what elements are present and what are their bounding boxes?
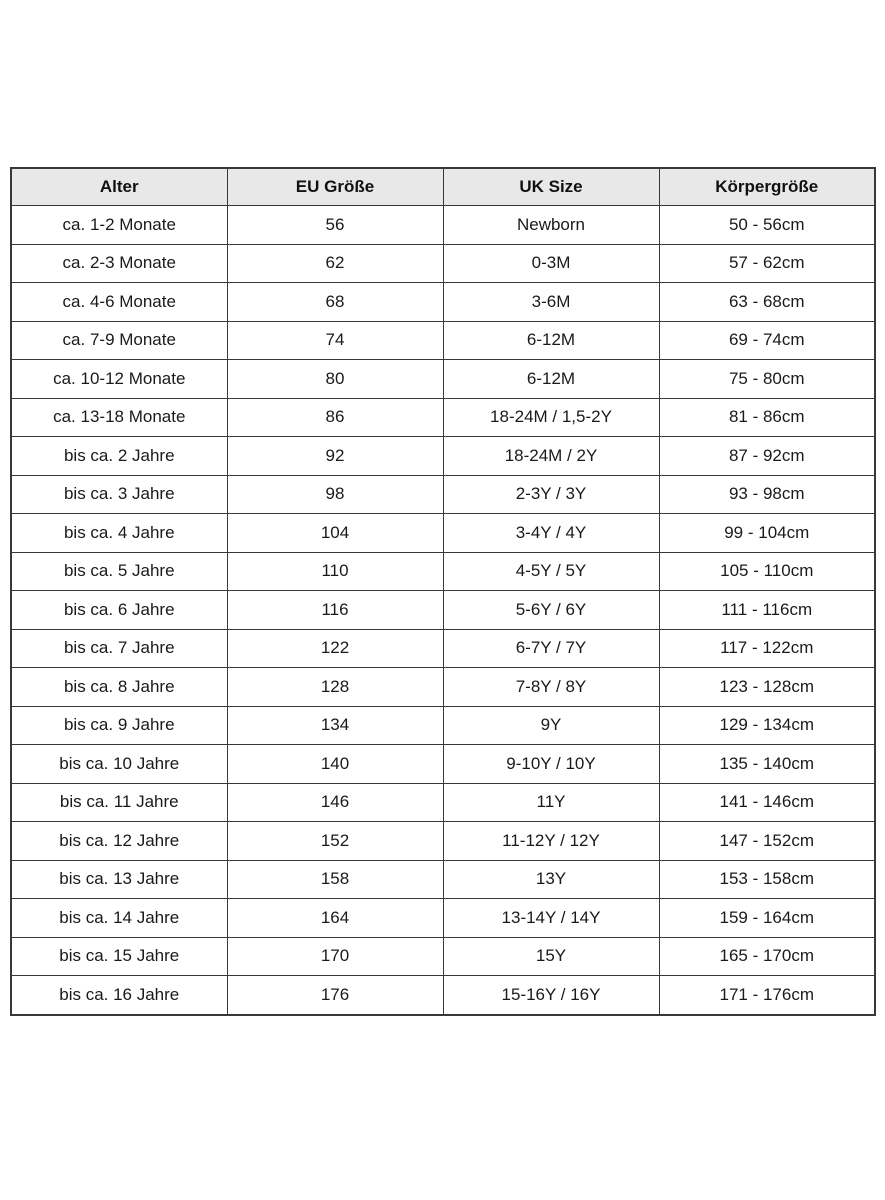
table-row xyxy=(11,244,875,283)
table-cell: 81 - 86cm xyxy=(659,398,875,437)
table-cell: bis ca. 15 Jahre xyxy=(11,937,227,976)
table-cell: 15-16Y / 16Y xyxy=(443,976,659,1015)
table-cell: 98 xyxy=(227,475,443,514)
table-cell: 129 - 134cm xyxy=(659,706,875,745)
table-row xyxy=(11,398,875,437)
table-cell: 86 xyxy=(227,398,443,437)
size-chart-header xyxy=(11,168,875,206)
table-cell: 13-14Y / 14Y xyxy=(443,899,659,938)
table-cell: 62 xyxy=(227,244,443,283)
table-row xyxy=(11,976,875,1015)
table-cell: 56 xyxy=(227,206,443,245)
table-cell: bis ca. 16 Jahre xyxy=(11,976,227,1015)
table-cell: 164 xyxy=(227,899,443,938)
table-row xyxy=(11,860,875,899)
table-cell: ca. 1-2 Monate xyxy=(11,206,227,245)
table-cell: 122 xyxy=(227,629,443,668)
table-cell: 158 xyxy=(227,860,443,899)
header-row xyxy=(11,168,875,206)
table-cell: ca. 4-6 Monate xyxy=(11,283,227,322)
table-cell: 104 xyxy=(227,514,443,553)
table-row xyxy=(11,475,875,514)
table-cell: 128 xyxy=(227,668,443,707)
size-table-body xyxy=(11,206,875,1015)
table-cell: ca. 2-3 Monate xyxy=(11,244,227,283)
table-cell: 141 - 146cm xyxy=(659,783,875,822)
header-cell-alter: Alter xyxy=(11,168,227,206)
table-cell: 99 - 104cm xyxy=(659,514,875,553)
table-cell: 3-4Y / 4Y xyxy=(443,514,659,553)
table-cell: 50 - 56cm xyxy=(659,206,875,245)
table-cell: 4-5Y / 5Y xyxy=(443,552,659,591)
header-cell-eu-groesse: EU Größe xyxy=(227,168,443,206)
table-cell: 0-3M xyxy=(443,244,659,283)
table-cell: 87 - 92cm xyxy=(659,437,875,476)
table-cell: 110 xyxy=(227,552,443,591)
table-cell: 11-12Y / 12Y xyxy=(443,822,659,861)
table-row xyxy=(11,629,875,668)
table-row xyxy=(11,668,875,707)
table-cell: 105 - 110cm xyxy=(659,552,875,591)
table-cell: 9Y xyxy=(443,706,659,745)
table-cell: 2-3Y / 3Y xyxy=(443,475,659,514)
table-cell: 5-6Y / 6Y xyxy=(443,591,659,630)
table-cell: 134 xyxy=(227,706,443,745)
table-cell: ca. 7-9 Monate xyxy=(11,321,227,360)
table-cell: 9-10Y / 10Y xyxy=(443,745,659,784)
table-cell: 135 - 140cm xyxy=(659,745,875,784)
table-row xyxy=(11,437,875,476)
size-chart-table xyxy=(10,167,876,1016)
table-cell: 69 - 74cm xyxy=(659,321,875,360)
table-cell: 153 - 158cm xyxy=(659,860,875,899)
table-cell: 171 - 176cm xyxy=(659,976,875,1015)
table-cell: 11Y xyxy=(443,783,659,822)
table-cell: ca. 13-18 Monate xyxy=(11,398,227,437)
table-cell: 57 - 62cm xyxy=(659,244,875,283)
table-cell: 165 - 170cm xyxy=(659,937,875,976)
table-row xyxy=(11,321,875,360)
table-cell: 15Y xyxy=(443,937,659,976)
table-cell: 159 - 164cm xyxy=(659,899,875,938)
table-row xyxy=(11,591,875,630)
table-row xyxy=(11,822,875,861)
table-cell: 13Y xyxy=(443,860,659,899)
table-row xyxy=(11,283,875,322)
table-cell: 18-24M / 1,5-2Y xyxy=(443,398,659,437)
table-cell: bis ca. 2 Jahre xyxy=(11,437,227,476)
table-cell: 6-7Y / 7Y xyxy=(443,629,659,668)
table-cell: bis ca. 8 Jahre xyxy=(11,668,227,707)
table-cell: 93 - 98cm xyxy=(659,475,875,514)
table-row xyxy=(11,206,875,245)
table-cell: 18-24M / 2Y xyxy=(443,437,659,476)
table-cell: 6-12M xyxy=(443,360,659,399)
table-cell: bis ca. 4 Jahre xyxy=(11,514,227,553)
table-cell: 111 - 116cm xyxy=(659,591,875,630)
table-cell: bis ca. 7 Jahre xyxy=(11,629,227,668)
table-cell: bis ca. 14 Jahre xyxy=(11,899,227,938)
size-chart-container xyxy=(10,167,876,1016)
table-row xyxy=(11,937,875,976)
header-cell-koerpergroesse: Körpergröße xyxy=(659,168,875,206)
table-cell: ca. 10-12 Monate xyxy=(11,360,227,399)
table-row xyxy=(11,514,875,553)
table-cell: bis ca. 12 Jahre xyxy=(11,822,227,861)
table-cell: 3-6M xyxy=(443,283,659,322)
table-cell: 80 xyxy=(227,360,443,399)
table-cell: 152 xyxy=(227,822,443,861)
table-cell: 6-12M xyxy=(443,321,659,360)
table-cell: 170 xyxy=(227,937,443,976)
table-cell: 176 xyxy=(227,976,443,1015)
table-cell: 146 xyxy=(227,783,443,822)
table-cell: bis ca. 5 Jahre xyxy=(11,552,227,591)
table-cell: 75 - 80cm xyxy=(659,360,875,399)
table-cell: 123 - 128cm xyxy=(659,668,875,707)
table-cell: 68 xyxy=(227,283,443,322)
table-cell: 117 - 122cm xyxy=(659,629,875,668)
table-row xyxy=(11,360,875,399)
table-cell: bis ca. 3 Jahre xyxy=(11,475,227,514)
table-row xyxy=(11,745,875,784)
table-cell: 116 xyxy=(227,591,443,630)
table-row xyxy=(11,783,875,822)
table-cell: bis ca. 10 Jahre xyxy=(11,745,227,784)
table-cell: bis ca. 9 Jahre xyxy=(11,706,227,745)
table-cell: 140 xyxy=(227,745,443,784)
table-row xyxy=(11,706,875,745)
table-row xyxy=(11,899,875,938)
header-cell-uk-size: UK Size xyxy=(443,168,659,206)
table-cell: Newborn xyxy=(443,206,659,245)
table-cell: 63 - 68cm xyxy=(659,283,875,322)
table-cell: 7-8Y / 8Y xyxy=(443,668,659,707)
table-cell: bis ca. 6 Jahre xyxy=(11,591,227,630)
table-cell: 147 - 152cm xyxy=(659,822,875,861)
table-cell: bis ca. 13 Jahre xyxy=(11,860,227,899)
table-cell: 74 xyxy=(227,321,443,360)
table-cell: 92 xyxy=(227,437,443,476)
table-cell: bis ca. 11 Jahre xyxy=(11,783,227,822)
table-row xyxy=(11,552,875,591)
